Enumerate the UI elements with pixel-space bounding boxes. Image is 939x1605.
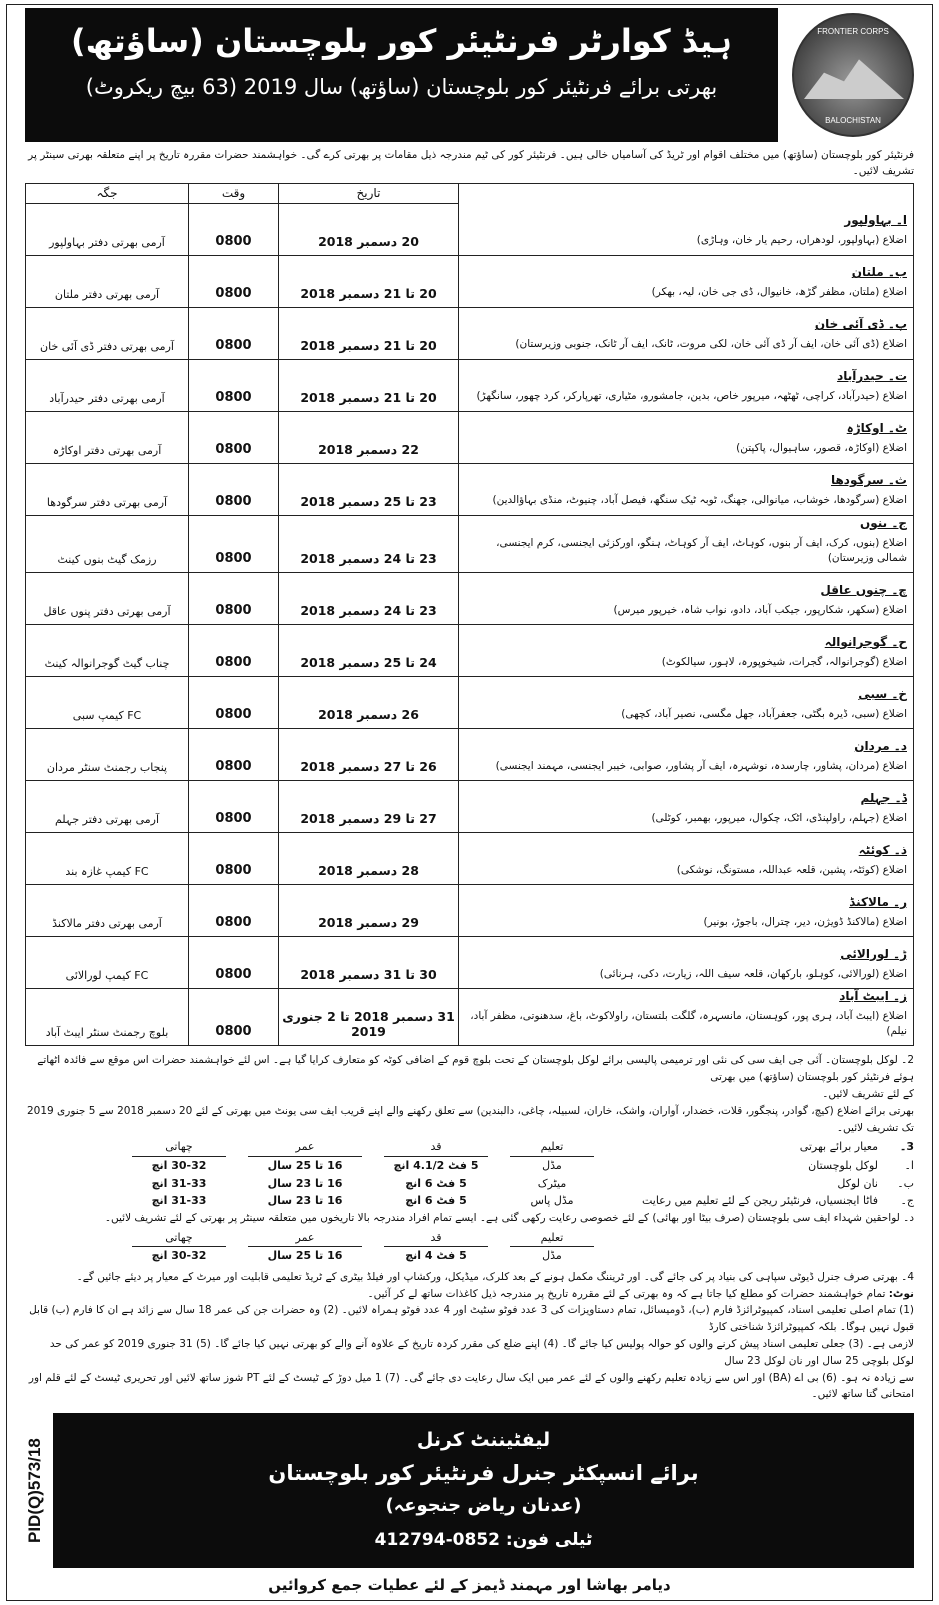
district-list: اضلاع (سرگودھا، خوشاب، میانوالی، جھنگ، ٹوبہ ٹیک سنگھ، فیصل آباد، چنیوٹ، منڈی بہاؤالدین): [492, 494, 907, 507]
district-list: اضلاع (کوئٹہ، پشین، قلعہ عبداللہ، مستونگ، نوشکی): [676, 863, 907, 876]
table-header-row: [26, 183, 914, 203]
region-label: پ۔ ڈی آئی خان: [814, 317, 907, 332]
place-cell: بلوچ رجمنٹ سنٹر ایبٹ آباد: [26, 988, 189, 1045]
criteria-d-height: 5 فٹ 4 انچ: [405, 1249, 467, 1263]
district-cell: [459, 411, 914, 463]
mountain-icon: [804, 55, 904, 99]
para2-line2: کے لئے تشریف لائیں۔: [822, 1087, 914, 1100]
place-cell: آرمی بھرتی دفتر ملتان: [26, 255, 189, 307]
date-cell: 20 تا 21 دسمبر 2018: [279, 359, 459, 411]
criteria-grid: [25, 1138, 914, 1209]
time-cell: 0800: [189, 936, 279, 988]
signature-rank: لیفٹیننٹ کرنل: [416, 1429, 551, 1452]
recruitment-schedule-table: [25, 183, 914, 1047]
date-cell: 31 دسمبر 2018 تا 2 جنوری 2019: [279, 988, 459, 1045]
frontier-corps-logo: [792, 13, 914, 137]
footer-appeal: دیامر بھاشا اور مہمند ڈیمز کے لئے عطیات جمع کروائیں: [268, 1576, 671, 1595]
criteria-age: 16 تا 25 سال: [267, 1158, 343, 1172]
region-label: ا۔ بہاولپور: [844, 213, 907, 228]
region-label: ج۔ بنوں: [859, 515, 907, 530]
district-cell: [459, 359, 914, 411]
table-row: [26, 255, 914, 307]
criteria-education: مڈل پاس: [530, 1194, 574, 1208]
district-header: [459, 183, 914, 203]
district-list: اضلاع (سبی، ڈیرہ بگٹی، جعفرآباد، جھل مگسی، نصیر آباد، کچھی): [621, 707, 907, 720]
note-line1: (1) تمام اصلی تعلیمی اسناد، کمپیوٹرائزڈ فارم (ب)، ڈومیسائل، تمام دستاویزات کی 3 عدد فوٹو سٹیٹ اور 4 عدد فوٹو ہمراہ لائیں۔ (2) وہ حضرات جن کی عمر 18 سال سے زائد ہے ان کا فارم (ب) قابل قبول نہیں ہوگا۔ بلکہ کمپیوٹرائزڈ شناختی کارڈ: [29, 1304, 914, 1334]
time-cell: 0800: [189, 359, 279, 411]
date-cell: 24 تا 25 دسمبر 2018: [279, 624, 459, 676]
district-list: اضلاع (مالاکنڈ ڈویژن، دیر، چترال، باجوڑ، بونیر): [703, 915, 907, 928]
place-cell: FC کیمپ لورالائی: [26, 936, 189, 988]
note-label: نوٹ:: [888, 1287, 914, 1300]
place-cell: آرمی بھرتی دفتر اوکاڑہ: [26, 411, 189, 463]
district-cell: [459, 780, 914, 832]
table-row: [26, 463, 914, 515]
criteria-d-text: لواحقین شہداء ایف سی بلوچستان (صرف بیٹا اور بھائی) کے لئے خصوصی رعایت رکھی گئی ہے۔ ایسے تمام افراد مندرجہ بالا تاریخوں میں متعلقہ سینٹر پر بھرتی کے لئے تشریف لائیں۔: [104, 1211, 900, 1224]
place-cell: آرمی بھرتی دفتر مالاکنڈ: [26, 884, 189, 936]
signature-phone: [63, 1530, 904, 1550]
region-label: ت۔ حیدرآباد: [837, 369, 907, 384]
time-header: وقت: [189, 183, 279, 203]
criteria-chest: 31-33 انچ: [151, 1194, 207, 1208]
phone-label: ٹیلی فون:: [505, 1530, 593, 1551]
place-cell: آرمی بھرتی دفتر سرگودھا: [26, 463, 189, 515]
table-row: [26, 728, 914, 780]
criteria-grid: [25, 1229, 914, 1265]
criteria-height: 5 فٹ 6 انچ: [405, 1194, 467, 1208]
district-cell: [459, 572, 914, 624]
district-list: اضلاع (سکھر، شکارپور، جیکب آباد، دادو، نواب شاہ، خیرپور میرس): [613, 603, 907, 616]
para2-line3: بھرتی برائے اضلاع (کیچ، گوادر، پنجگور، قلات، خضدار، آواران، واشک، خاران، لسبیلہ، چاغی، دالبندین) سے تعلق رکھنے والے اپنے قریب ایف سی یونٹ میں بھرتی کے لئے 20 دسمبر 2018 سے 5 جنوری 2019 تک تشریف لائیں۔: [26, 1104, 914, 1134]
page-border: [6, 4, 933, 1601]
district-cell: [459, 988, 914, 1045]
table-row: [26, 780, 914, 832]
criteria-chest: 31-33 انچ: [151, 1176, 207, 1190]
table-row: [26, 515, 914, 572]
signature-row: [25, 1413, 914, 1568]
time-cell: 0800: [189, 780, 279, 832]
note-line2: لازمی ہے۔ (3) جعلی تعلیمی اسناد پیش کرنے والوں کو حوالہ پولیس کیا جائے گا۔ (4) اپنے ضلع کی مقرر کردہ تاریخ کے علاوہ آنے والے کو بھرتی نہیں کیا جائے گا۔ (5) 31 جنوری 2019 کو عمر کی حد لوکل بلوچی 25 سال اور نان لوکل 23 سال: [49, 1337, 914, 1367]
district-cell: [459, 307, 914, 359]
time-cell: 0800: [189, 988, 279, 1045]
district-list: اضلاع (اوکاڑہ، قصور، ساہیوال، پاکپتن): [736, 442, 907, 455]
criteria-d-education: مڈل: [542, 1249, 562, 1263]
criteria-title: معیار برائے بھرتی: [799, 1140, 878, 1154]
criteria-d-line: [25, 1210, 914, 1227]
time-cell: 0800: [189, 255, 279, 307]
criteria-number: 3۔: [899, 1140, 914, 1154]
time-cell: 0800: [189, 463, 279, 515]
criteria-height: 5 فٹ 6 انچ: [405, 1176, 467, 1190]
date-cell: 27 تا 29 دسمبر 2018: [279, 780, 459, 832]
place-cell: آرمی بھرتی دفتر ڈی آئی خان: [26, 307, 189, 359]
time-cell: 0800: [189, 411, 279, 463]
region-label: ث۔ سرگودھا: [830, 473, 907, 488]
time-cell: 0800: [189, 307, 279, 359]
table-row: [26, 832, 914, 884]
place-cell: آرمی بھرتی دفتر حیدرآباد: [26, 359, 189, 411]
spacer: [608, 1229, 878, 1248]
pid-code: PID(Q)573/18: [25, 1438, 44, 1544]
district-cell: [459, 936, 914, 988]
district-cell: [459, 832, 914, 884]
time-cell: 0800: [189, 624, 279, 676]
date-cell: 30 تا 31 دسمبر 2018: [279, 936, 459, 988]
logo-top-text: FRONTIER CORPS: [817, 27, 889, 36]
district-list: اضلاع (گوجرانوالہ، گجرات، شیخوپورہ، لاہور، سیالکوٹ): [661, 655, 907, 668]
place-cell: آرمی بھرتی دفتر بہاولپور: [26, 203, 189, 255]
district-list: اضلاع (جہلم، راولپنڈی، اٹک، چکوال، میرپور، بھمبر، کوٹلی): [651, 811, 907, 824]
district-cell: [459, 515, 914, 572]
criteria-chest: 30-32 انچ: [151, 1158, 207, 1172]
criteria-letter: ج۔: [900, 1194, 914, 1208]
criteria-d-age: 16 تا 25 سال: [267, 1249, 343, 1263]
criteria-header-height: قد: [384, 1138, 488, 1157]
criteria-label: نان لوکل: [837, 1176, 878, 1190]
table-row: [26, 572, 914, 624]
criteria-d-header-education: تعلیم: [510, 1229, 594, 1248]
place-header: جگہ: [26, 183, 189, 203]
place-cell: FC کیمپ سبی: [26, 676, 189, 728]
criteria-section: [25, 1138, 914, 1264]
region-label: ذ۔ کوئٹہ: [858, 842, 907, 857]
region-label: ڑ۔ لورالائی: [840, 946, 907, 961]
date-cell: 29 دسمبر 2018: [279, 884, 459, 936]
district-list: اضلاع (بنوں، کرک، ایف آر بنوں، کوہاٹ، ایف آر کوہاٹ، ہنگو، اورکزئی ایجنسی، کرم ایجنسی، شمالی وزیرستان): [496, 536, 907, 564]
region-label: ب۔ ملتان: [851, 265, 907, 280]
header-title: ہیڈ کوارٹر فرنٹیئر کور بلوچستان (ساؤتھ): [71, 22, 732, 60]
district-list: اضلاع (ایبٹ آباد، ہری پور، کوہستان، مانسہرہ، گلگت بلتستان، راولاکوٹ، باغ، سدھنوتی، مظفر آباد، نیلم): [470, 1009, 907, 1038]
time-cell: 0800: [189, 572, 279, 624]
district-cell: [459, 728, 914, 780]
time-cell: 0800: [189, 832, 279, 884]
time-cell: 0800: [189, 515, 279, 572]
spacer: [884, 1247, 914, 1265]
place-cell: آرمی بھرتی دفتر جہلم: [26, 780, 189, 832]
date-cell: 23 تا 24 دسمبر 2018: [279, 515, 459, 572]
criteria-label: لوکل بلوچستان: [808, 1158, 878, 1172]
region-label: خ۔ سبی: [858, 686, 907, 701]
date-cell: 22 دسمبر 2018: [279, 411, 459, 463]
district-list: اضلاع (مردان، پشاور، چارسدہ، نوشہرہ، ایف آر پشاور، صوابی، خیبر ایجنسی، مہمند ایجنسی): [495, 759, 907, 772]
region-label: ر۔ مالاکنڈ: [849, 894, 907, 909]
criteria-header-chest: چھاتی: [132, 1138, 226, 1157]
district-cell: [459, 676, 914, 728]
district-list: اضلاع (ملتان، مظفر گڑھ، خانیوال، ڈی جی خان، لیہ، بھکر): [651, 286, 907, 299]
note-line3: سے زیادہ نہ ہو۔ (6) بی اے (BA) اور اس سے زیادہ تعلیم رکھنے والوں کے لئے عمر میں ایک سال رعایت دی جائے گی۔ (7) 1 میل دوڑ کے ٹیسٹ کے لئے PT شوز ساتھ لائیں اور تحریری ٹیسٹ کے لئے قلم اور امتحانی گتا ساتھ لائیں۔: [28, 1371, 914, 1401]
criteria-education: میٹرک: [537, 1176, 567, 1190]
signature-for: برائے انسپکٹر جنرل فرنٹیئر کور بلوچستان: [268, 1461, 699, 1486]
time-cell: 0800: [189, 728, 279, 780]
signature-block: [53, 1413, 914, 1568]
place-cell: آرمی بھرتی دفتر پنوں عاقل: [26, 572, 189, 624]
time-cell: 0800: [189, 203, 279, 255]
district-cell: [459, 255, 914, 307]
criteria-d-chest: 30-32 انچ: [151, 1249, 207, 1263]
table-row: [26, 936, 914, 988]
para2-line1: 2۔ لوکل بلوچستان۔ آئی جی ایف سی کی نئی اور ترمیمی پالیسی برائے لوکل بلوچستان کے تحت بلوچ قوم کے اضافی کوٹہ کو متعارف کرایا گیا ہے۔ اس لئے خواہشمند حضرات اس موقع سے فائدہ اٹھاتے ہوئے فرنٹیئر کور بلوچستان (ساؤتھ) میں بھرتی: [37, 1054, 914, 1084]
header-banner: [25, 8, 778, 142]
date-cell: 26 تا 27 دسمبر 2018: [279, 728, 459, 780]
criteria-letter: د۔: [903, 1211, 914, 1224]
district-list: اضلاع (بہاولپور، لودھراں، رحیم یار خان، وہاڑی): [696, 234, 907, 247]
table-row: [26, 359, 914, 411]
criteria-age: 16 تا 23 سال: [267, 1176, 343, 1190]
date-cell: 26 دسمبر 2018: [279, 676, 459, 728]
phone-number: 0852-412794: [374, 1530, 500, 1551]
note: [25, 1286, 914, 1303]
time-cell: 0800: [189, 884, 279, 936]
criteria-letter: ب۔: [897, 1176, 914, 1190]
district-cell: [459, 203, 914, 255]
place-cell: رزمک گیٹ بنوں کینٹ: [26, 515, 189, 572]
criteria-d-header-height: قد: [384, 1229, 488, 1248]
spacer: [608, 1247, 878, 1265]
table-row: [26, 988, 914, 1045]
logo-bottom-text: BALOCHISTAN: [825, 116, 881, 125]
place-cell: چناب گیٹ گوجرانوالہ کینٹ: [26, 624, 189, 676]
criteria-header-age: عمر: [248, 1138, 362, 1157]
date-cell: 23 تا 25 دسمبر 2018: [279, 463, 459, 515]
intro-text: فرنٹیئر کور بلوچستان (ساؤتھ) میں مختلف اقوام اور ٹریڈ کی آسامیاں خالی ہیں۔ فرنٹیئر کور کی ٹیم مندرجہ ذیل مقامات پر بھرتی کرے گی۔ خواہشمند حضرات مقررہ تاریخ پر اپنے متعلقہ بھرتی سینٹر پر تشریف لائیں۔: [28, 149, 914, 177]
criteria-d-header-age: عمر: [248, 1229, 362, 1248]
criteria-header-education: تعلیم: [510, 1138, 594, 1157]
signature-name: (عدنان ریاض جنجوعہ): [385, 1495, 582, 1517]
table-row: [26, 203, 914, 255]
note-text: تمام خواہشمند حضرات کو مطلع کیا جاتا ہے کہ وہ بھرتی کے لئے مقررہ تاریخ پر مندرجہ ذیل کاغذات ساتھ لے کر آئیں۔: [367, 1287, 886, 1300]
para4: 4۔ بھرتی صرف جنرل ڈیوٹی سپاہی کی بنیاد پر کی جائے گی۔ اور ٹریننگ مکمل ہونے کے بعد کلرک، میڈیکل، ورکشاپ اور فیلڈ بیٹری کے ٹریڈ تعلیمی قابلیت اور میرٹ کے معیار پر دیئے جائیں گے۔: [76, 1270, 914, 1283]
district-list: اضلاع (لورالائی، کوہلو، بارکھان، قلعہ سیف اللہ، زیارت، دکی، ہرنائی): [599, 967, 907, 980]
district-cell: [459, 884, 914, 936]
region-label: ح۔ گوجرانوالہ: [824, 634, 907, 649]
region-label: چ۔ چنوں عاقل: [820, 582, 907, 597]
time-cell: 0800: [189, 676, 279, 728]
district-cell: [459, 463, 914, 515]
date-cell: 20 تا 21 دسمبر 2018: [279, 255, 459, 307]
place-cell: پنجاب رجمنٹ سنٹر مردان: [26, 728, 189, 780]
date-cell: 23 تا 24 دسمبر 2018: [279, 572, 459, 624]
district-list: اضلاع (حیدرآباد، کراچی، ٹھٹھہ، میرپور خاص، بدین، جامشورو، مٹیاری، تھرپارکر، کرد چھور، سانگھڑ): [476, 390, 907, 403]
table-row: [26, 307, 914, 359]
region-label: د۔ مردان: [854, 738, 907, 753]
place-cell: FC کیمپ غازہ بند: [26, 832, 189, 884]
table-row: [26, 676, 914, 728]
table-row: [26, 624, 914, 676]
criteria-height: 5 فٹ 4.1/2 انچ: [393, 1158, 479, 1172]
criteria-d-header-chest: چھاتی: [132, 1229, 226, 1248]
region-label: ٹ۔ اوکاڑہ: [846, 421, 907, 436]
region-label: ز۔ ایبٹ آباد: [839, 988, 907, 1003]
table-row: [26, 884, 914, 936]
header-subtitle: بھرتی برائے فرنٹیئر کور بلوچستان (ساؤتھ) سال 2019 (63 بیچ ریکروٹ): [85, 75, 718, 100]
table-row: [26, 411, 914, 463]
header-row: [25, 8, 914, 142]
district-cell: [459, 624, 914, 676]
criteria-letter: ا۔: [904, 1158, 914, 1172]
criteria-label: فاٹا ایجنسیاں، فرنٹیئر ریجن کے لئے تعلیم میں رعایت: [641, 1194, 878, 1208]
date-cell: 28 دسمبر 2018: [279, 832, 459, 884]
date-cell: 20 دسمبر 2018: [279, 203, 459, 255]
criteria-age: 16 تا 23 سال: [267, 1194, 343, 1208]
date-cell: 20 تا 21 دسمبر 2018: [279, 307, 459, 359]
criteria-education: مڈل: [542, 1158, 562, 1172]
spacer: [884, 1229, 914, 1248]
date-header: تاریخ: [279, 183, 459, 203]
district-list: اضلاع (ڈی آئی خان، ایف آر ڈی آئی خان، لکی مروت، ٹانک، ایف آر ٹانک، جنوبی وزیرستان): [515, 338, 907, 351]
region-label: ڈ۔ جہلم: [860, 790, 907, 805]
